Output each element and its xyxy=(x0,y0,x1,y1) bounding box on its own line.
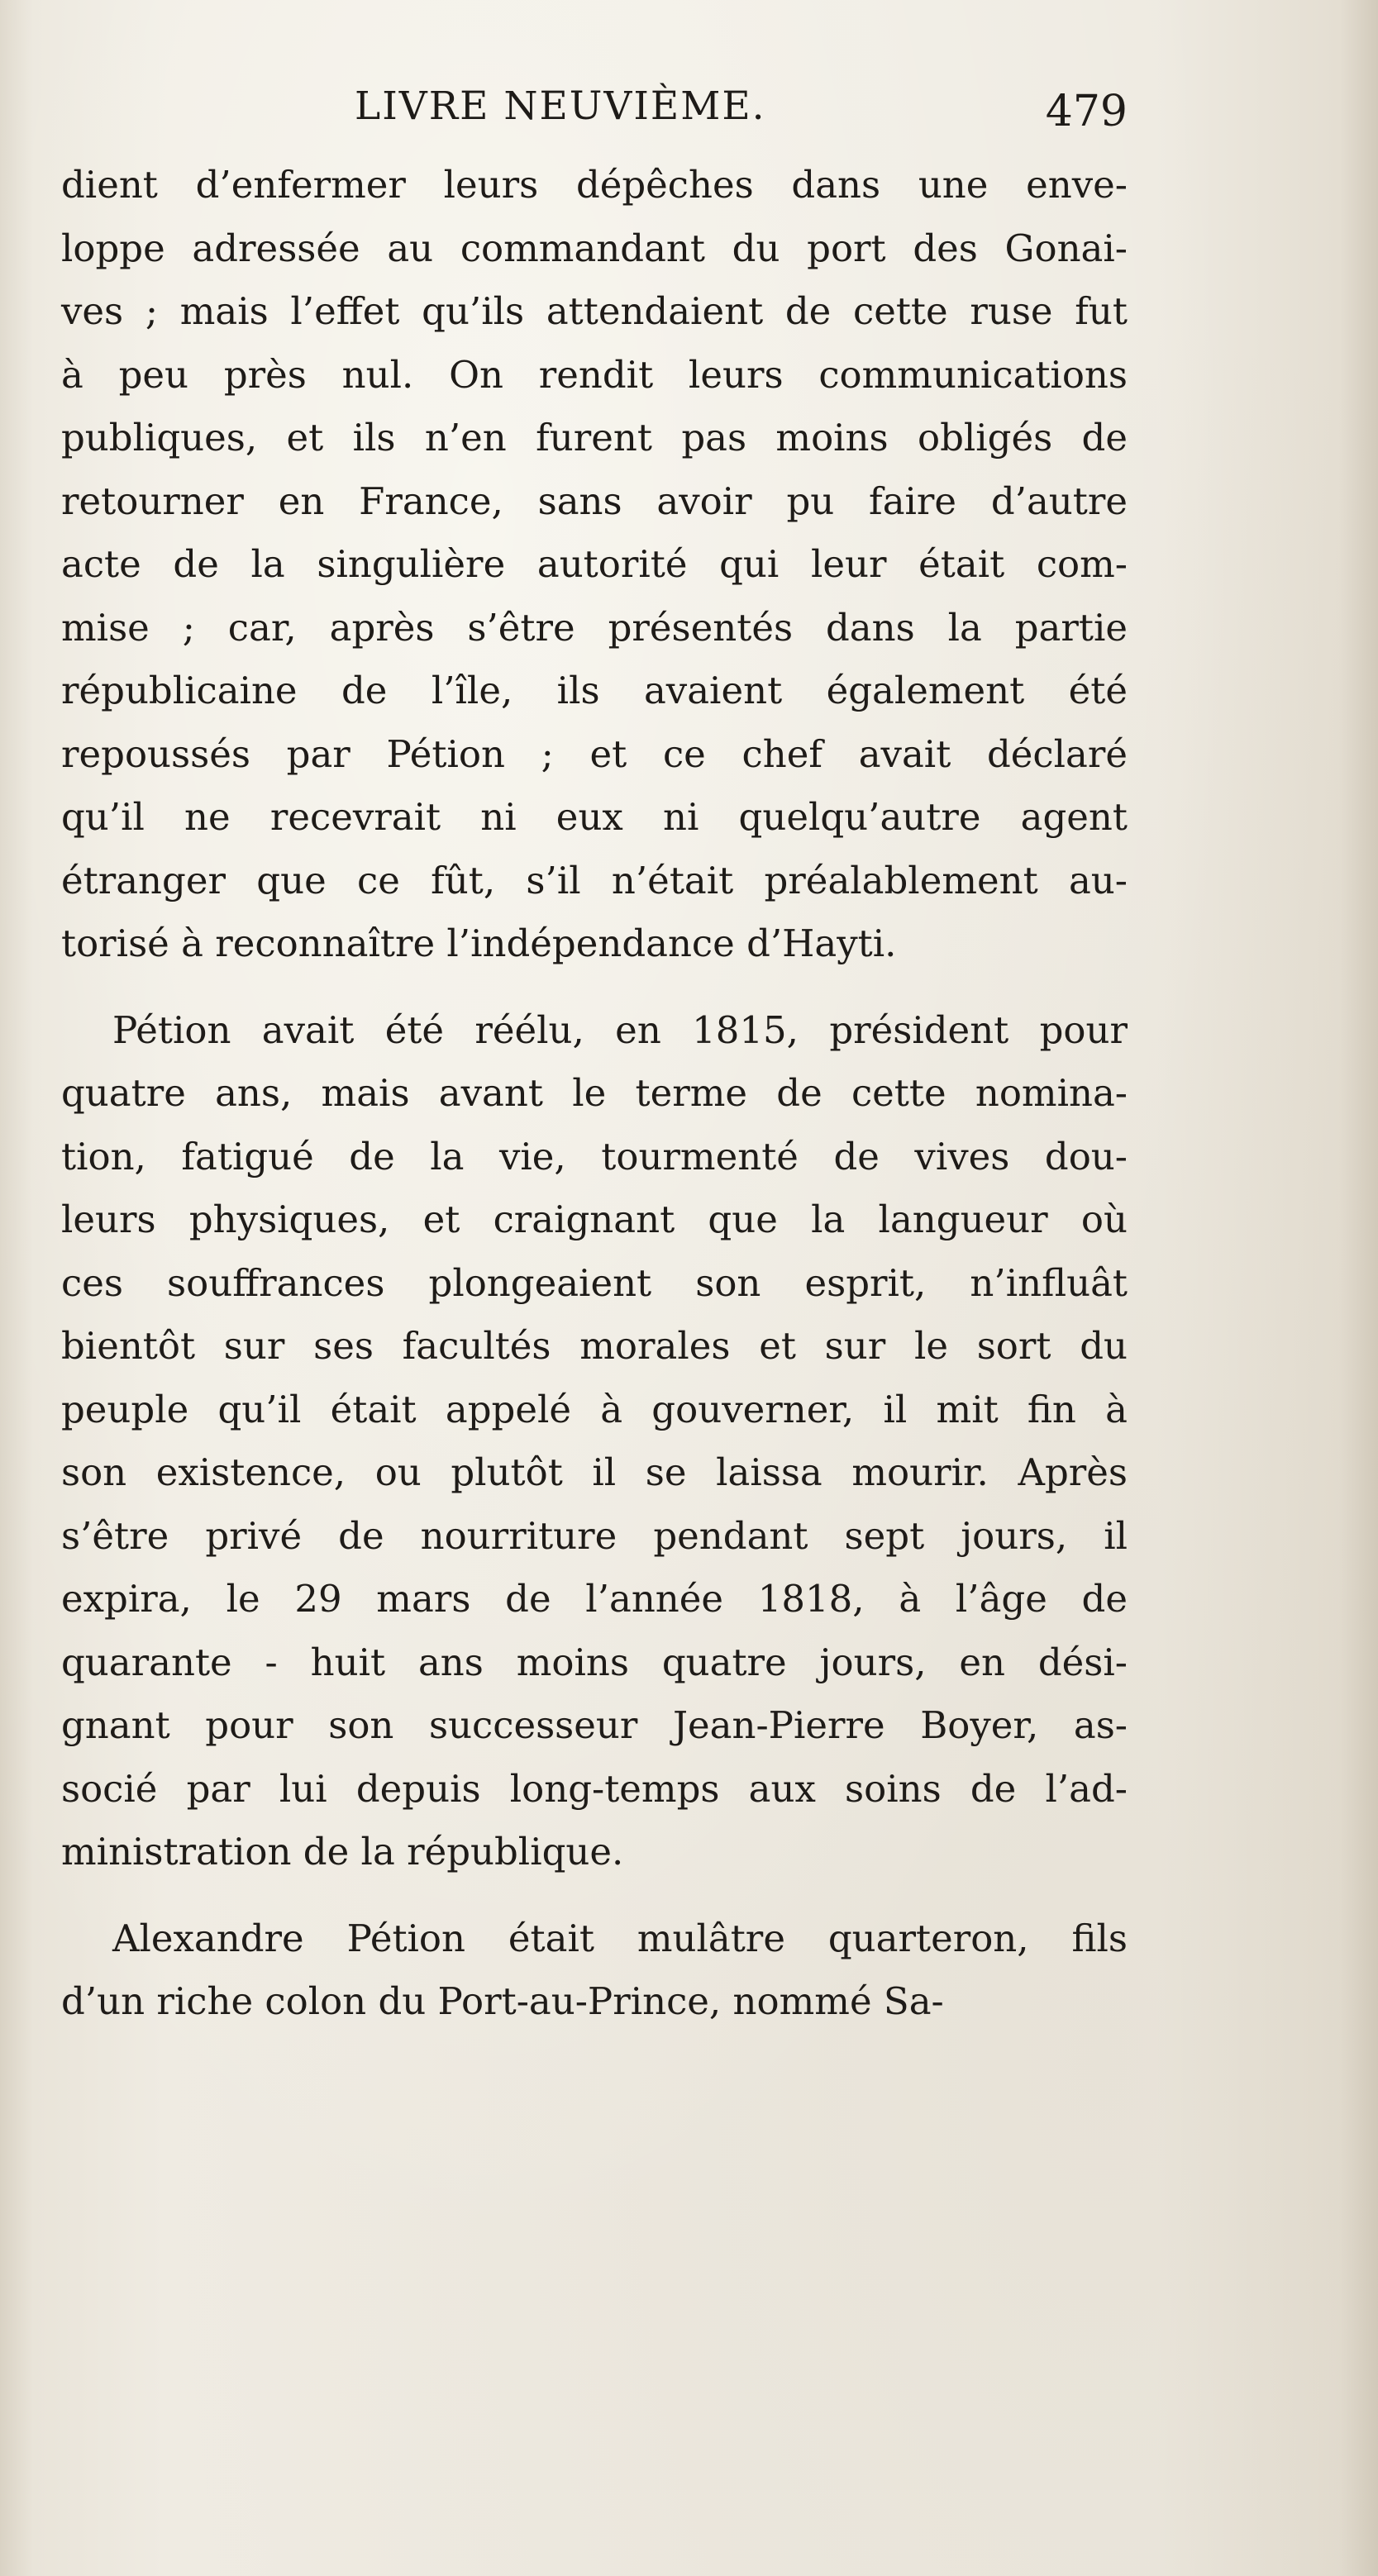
text-line: quarante - huit ans moins quatre jours, en dési- xyxy=(61,1640,1128,1684)
text-line: étranger que ce fût, s’il n’était préalablement au- xyxy=(61,858,1128,902)
text-line: s’être privé de nourriture pendant sept jours, il xyxy=(61,1513,1128,1558)
text-line: peuple qu’il était appelé à gouverner, il mit fin à xyxy=(61,1387,1128,1431)
paragraph xyxy=(61,999,1128,1884)
text-line: repoussés par Pétion ; et ce chef avait déclaré xyxy=(61,731,1128,776)
text-line: socié par lui depuis long-temps aux soins de l’ad- xyxy=(61,1766,1128,1811)
text-line: gnant pour son successeur Jean-Pierre Boyer, as- xyxy=(61,1703,1128,1747)
paragraph-gap xyxy=(61,976,1128,999)
text-line: à peu près nul. On rendit leurs communications xyxy=(61,352,1128,397)
text-line: mise ; car, après s’être présentés dans la partie xyxy=(61,605,1128,650)
page-header xyxy=(61,78,1128,136)
paragraph xyxy=(61,1907,1128,2034)
text-line: Alexandre Pétion était mulâtre quarteron, fils xyxy=(112,1916,1128,1960)
body-text xyxy=(61,154,1128,2034)
text-line: quatre ans, mais avant le terme de cette nomina- xyxy=(61,1071,1128,1115)
text-line: torisé à reconnaître l’indépendance d’Hayti. xyxy=(61,921,897,965)
text-line: ves ; mais l’effet qu’ils attendaient de cette ruse fut xyxy=(61,289,1128,333)
page-number: 479 xyxy=(1045,87,1128,136)
text-line: retourner en France, sans avoir pu faire d’autre xyxy=(61,479,1128,523)
text-line: acte de la singulière autorité qui leur était com- xyxy=(61,542,1128,586)
paragraph xyxy=(61,154,1128,976)
text-line: d’un riche colon du Port-au-Prince, nommé Sa- xyxy=(61,1979,944,2023)
running-title: LIVRE NEUVIÈME. xyxy=(355,83,766,129)
text-line: dient d’enfermer leurs dépêches dans une enve- xyxy=(61,163,1128,207)
text-line: publiques, et ils n’en furent pas moins obligés de xyxy=(61,416,1128,459)
text-line: leurs physiques, et craignant que la langueur où xyxy=(61,1198,1128,1241)
text-line: qu’il ne recevrait ni eux ni quelqu’autre agent xyxy=(61,795,1128,839)
text-line: tion, fatigué de la vie, tourmenté de vives dou- xyxy=(61,1134,1128,1178)
text-line: son existence, ou plutôt il se laissa mourir. Après xyxy=(61,1450,1128,1494)
paragraph-gap xyxy=(61,1884,1128,1907)
text-line: ministration de la république. xyxy=(61,1830,624,1874)
text-line: ces souffrances plongeaient son esprit, n’influât xyxy=(61,1260,1128,1305)
text-line: loppe adressée au commandant du port des Gonai- xyxy=(61,226,1128,270)
text-line: Pétion avait été réélu, en 1815, président pour xyxy=(112,1007,1128,1052)
text-line: bientôt sur ses facultés morales et sur le sort du xyxy=(61,1324,1128,1368)
text-line: expira, le 29 mars de l’année 1818, à l’âge de xyxy=(61,1577,1128,1621)
text-line: républicaine de l’île, ils avaient également été xyxy=(61,669,1128,712)
